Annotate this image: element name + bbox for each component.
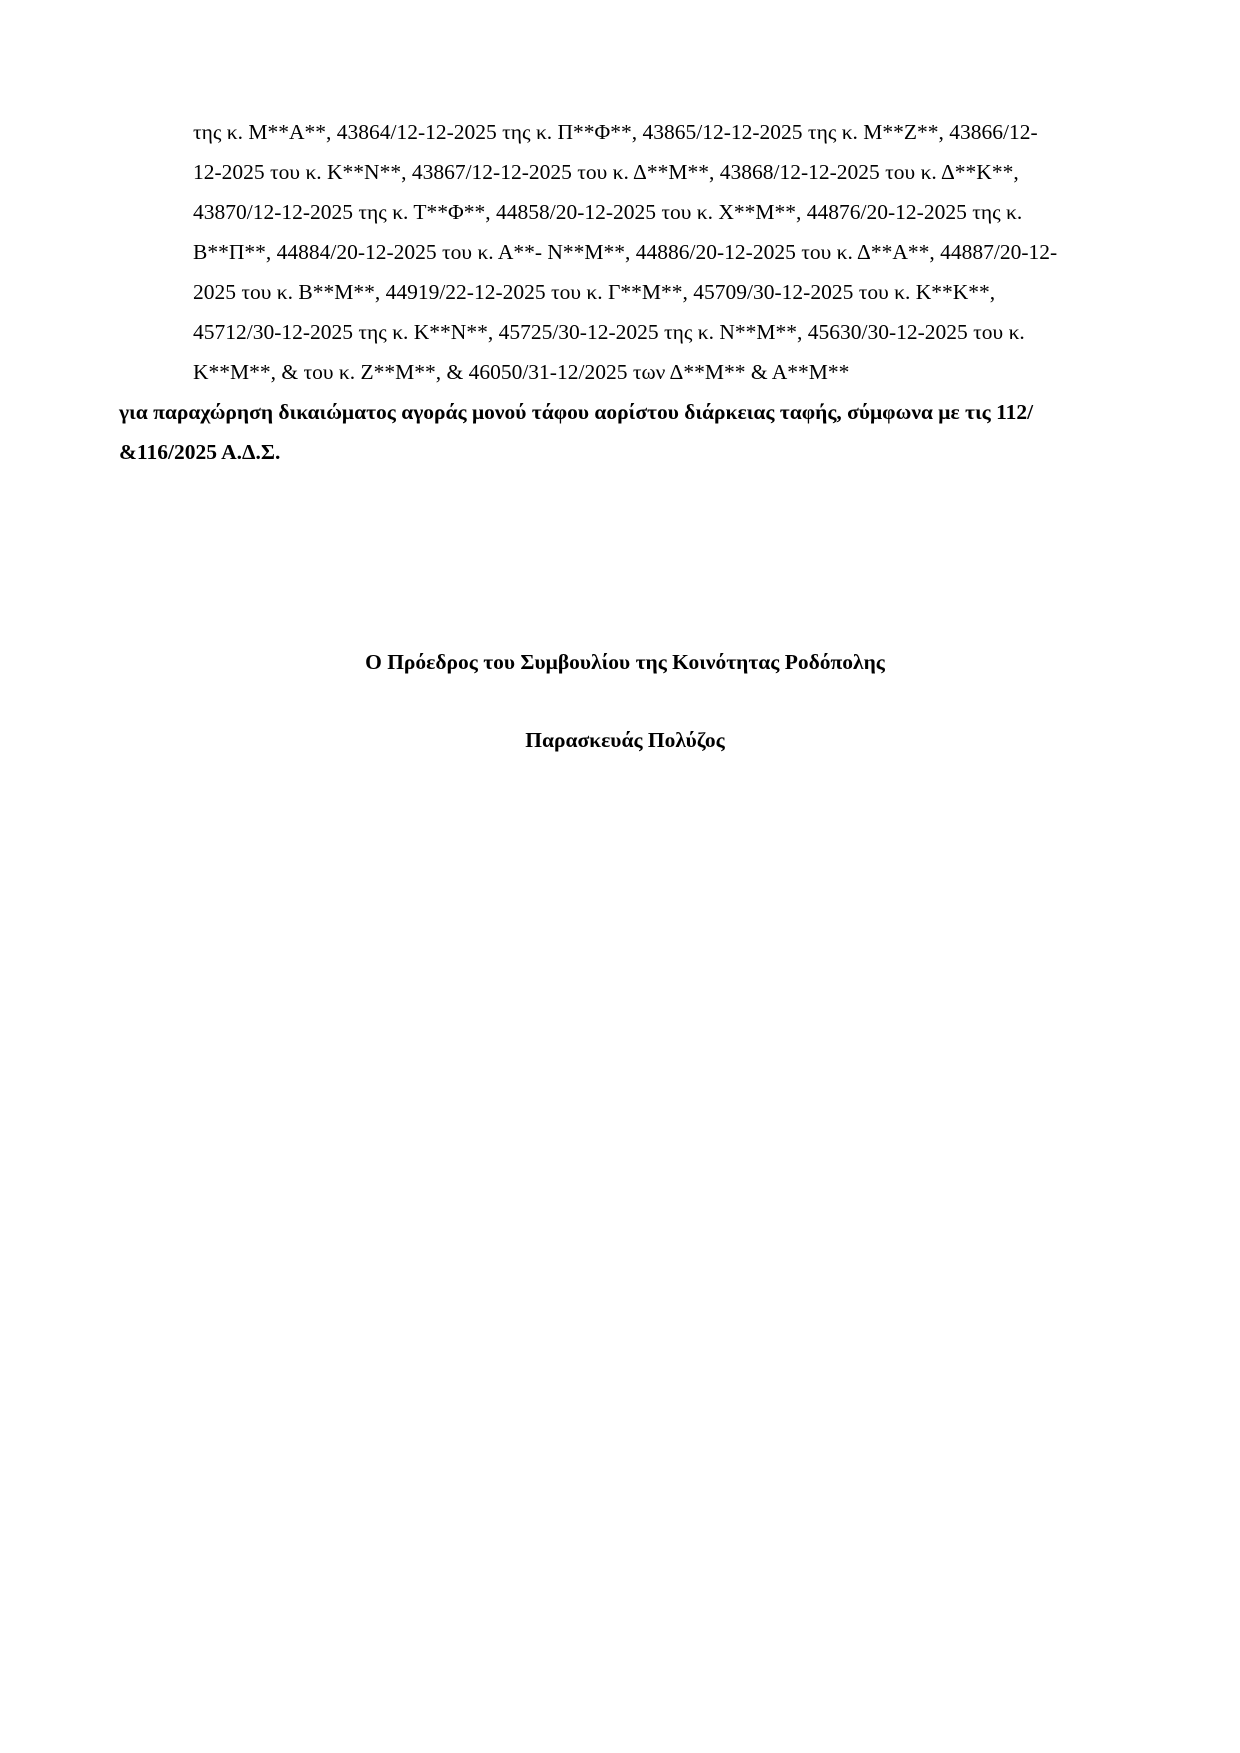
applications-line: Β**Π**, 44884/20-12-2025 του κ. Α**- Ν**Μ**, 44886/20-12-2025 του κ. Δ**Α**, 44887/20-12- <box>193 240 1058 264</box>
signatory-title: Ο Πρόεδρος του Συμβουλίου της Κοινότητας Ροδόπολης <box>365 650 885 674</box>
applications-line: 43870/12-12-2025 της κ. Τ**Φ**, 44858/20-12-2025 του κ. Χ**Μ**, 44876/20-12-2025 της κ. <box>193 200 1023 224</box>
applications-line: 12-2025 του κ. Κ**Ν**, 43867/12-12-2025 του κ. Δ**Μ**, 43868/12-12-2025 του κ. Δ**Κ**, <box>193 160 1019 184</box>
signatory-name: Παρασκευάς Πολύζος <box>525 728 725 752</box>
applications-line: 2025 του κ. Β**Μ**, 44919/22-12-2025 του κ. Γ**Μ**, 45709/30-12-2025 του κ. Κ**Κ**, <box>193 280 996 304</box>
subject-paragraph <box>119 392 1119 472</box>
applications-line: Κ**Μ**, & του κ. Ζ**Μ**, & 46050/31-12/2025 των Δ**Μ** & Α**Μ** <box>193 360 850 384</box>
applications-list <box>193 112 1133 392</box>
subject-line: για παραχώρηση δικαιώματος αγοράς μονού τάφου αορίστου διάρκειας ταφής, σύμφωνα με τις 112/ <box>119 400 1034 424</box>
applications-line: 45712/30-12-2025 της κ. Κ**Ν**, 45725/30-12-2025 της κ. Ν**Μ**, 45630/30-12-2025 του κ. <box>193 320 1025 344</box>
applications-line: της κ. Μ**Α**, 43864/12-12-2025 της κ. Π**Φ**, 43865/12-12-2025 της κ. Μ**Ζ**, 43866/12- <box>193 120 1038 144</box>
subject-line: &116/2025 Α.Δ.Σ. <box>119 440 281 464</box>
